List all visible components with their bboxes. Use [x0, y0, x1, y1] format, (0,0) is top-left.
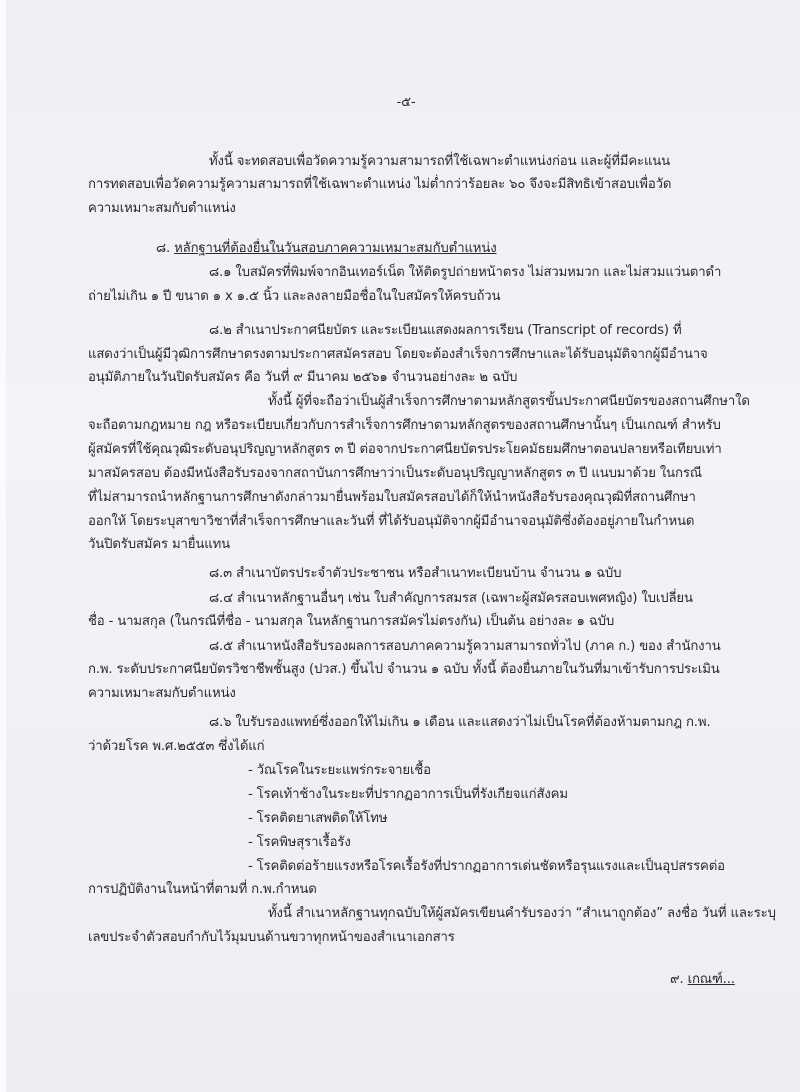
intro-line-3: ความเหมาะสมกับตำแหน่ง: [88, 201, 236, 216]
disease-item: - โรคพิษสุราเรื้อรัง: [248, 835, 351, 850]
item-8-1-line-2: ถ่ายไม่เกิน ๑ ปี ขนาด ๑ x ๑.๕ นิ้ว และลงลายมือชื่อในใบสมัครให้ครบถ้วน: [88, 289, 501, 304]
item-8-5-line-3: ความเหมาะสมกับตำแหน่ง: [88, 686, 236, 701]
closing-line-1: ทั้งนี้ สำเนาหลักฐานทุกฉบับให้ผู้สมัครเขียนคำรับรองว่า “สำเนาถูกต้อง” ลงชื่อ วันที่ และระบุ: [268, 906, 776, 921]
section-8-number: ๘.: [156, 241, 171, 256]
section-8-heading: [156, 236, 497, 262]
disease-item: - โรคติดยาเสพติดให้โทษ: [248, 811, 388, 826]
item-8-5-line-2: ก.พ. ระดับประกาศนียบัตรวิชาชีพชั้นสูง (ปวส.) ขึ้นไป จำนวน ๑ ฉบับ ทั้งนี้ ต้องยื่นภายในวันที่มาเข้ารับการประเมิน: [88, 662, 720, 677]
note-line-1: ทั้งนี้ ผู้ที่จะถือว่าเป็นผู้สำเร็จการศึกษาตามหลักสูตรขั้นประกาศนียบัตรของสถานศึกษาใด: [268, 394, 750, 409]
continuation-marker: [670, 967, 735, 993]
disease-item: - โรคติดต่อร้ายแรงหรือโรคเรื้อรังที่ปรากฏอาการเด่นชัดหรือรุนแรงและเป็นอุปสรรคต่อ: [248, 859, 725, 874]
note-line-5: ที่ไม่สามารถนำหลักฐานการศึกษาดังกล่าวมายื่นพร้อมใบสมัครสอบได้ก็ให้นำหนังสือรับรองคุณวุฒิที่สถานศึกษา: [88, 490, 696, 505]
note-line-2: จะถือตามกฎหมาย กฎ หรือระเบียบเกี่ยวกับการสำเร็จการศึกษาตามหลักสูตรของสถานศึกษานั้นๆ เป็นเกณฑ์ สำหรับ: [88, 418, 721, 433]
item-8-2-line-3: อนุมัติภายในวันปิดรับสมัคร คือ วันที่ ๙ มีนาคม ๒๕๖๑ จำนวนอย่างละ ๒ ฉบับ: [88, 370, 518, 385]
item-8-5-line-1: ๘.๕ สำเนาหนังสือรับรองผลการสอบภาคความรู้ความสามารถทั่วไป (ภาค ก.) ของ สำนักงาน: [209, 639, 721, 654]
note-line-6: ออกให้ โดยระบุสาขาวิชาที่สำเร็จการศึกษาและวันที่ ที่ได้รับอนุมัติจากผู้มีอำนาจอนุมัติซึ่งต้องอยู่ภายในกำหนด: [88, 514, 695, 529]
intro-line-2: การทดสอบเพื่อวัดความรู้ความสามารถที่ใช้เฉพาะตำแหน่ง ไม่ต่ำกว่าร้อยละ ๖๐ จึงจะมีสิทธิเข้าสอบเพื่อวัด: [88, 177, 672, 192]
item-8-2-line-1: ๘.๒ สำเนาประกาศนียบัตร และระเบียนแสดงผลการเรียน (Transcript of records) ที่: [209, 323, 682, 338]
page-number: -๕-: [396, 95, 416, 110]
note-line-3: ผู้สมัครที่ใช้คุณวุฒิระดับอนุปริญญาหลักสูตร ๓ ปี ต่อจากประกาศนียบัตรประโยคมัธยมศึกษาตอนปลายหรือเทียบเท่า: [88, 442, 722, 457]
continuation-number: ๙.: [670, 972, 684, 987]
intro-line-1: ทั้งนี้ จะทดสอบเพื่อวัดความรู้ความสามารถที่ใช้เฉพาะตำแหน่งก่อน และผู้ที่มีคะแนน: [209, 154, 671, 169]
disease-item-continued: การปฏิบัติงานในหน้าที่ตามที่ ก.พ.กำหนด: [88, 882, 317, 897]
disease-item: - วัณโรคในระยะแพร่กระจายเชื้อ: [248, 763, 431, 778]
item-8-4-line-2: ชื่อ - นามสกุล (ในกรณีที่ชื่อ - นามสกุล ในหลักฐานการสมัครไม่ตรงกัน) เป็นต้น อย่างละ ๑ ฉบับ: [88, 614, 615, 629]
continuation-text: เกณฑ์...: [687, 972, 735, 987]
item-8-4-line-1: ๘.๔ สำเนาหลักฐานอื่นๆ เช่น ใบสำคัญการสมรส (เฉพาะผู้สมัครสอบเพศหญิง) ใบเปลี่ยน: [209, 591, 693, 606]
note-line-4: มาสมัครสอบ ต้องมีหนังสือรับรองจากสถาบันการศึกษาว่าเป็นระดับอนุปริญญาหลักสูตร ๓ ปี แนบมาด้วย ในกรณี: [88, 466, 702, 481]
closing-line-2: เลขประจำตัวสอบกำกับไว้มุมบนด้านขวาทุกหน้าของสำเนาเอกสาร: [88, 930, 455, 945]
item-8-3-line-1: ๘.๓ สำเนาบัตรประจำตัวประชาชน หรือสำเนาทะเบียนบ้าน จำนวน ๑ ฉบับ: [209, 566, 622, 581]
note-line-7: วันปิดรับสมัคร มายื่นแทน: [88, 537, 230, 552]
item-8-6-line-2: ว่าด้วยโรค พ.ศ.๒๕๕๓ ซึ่งได้แก่: [88, 739, 265, 754]
item-8-6-line-1: ๘.๖ ใบรับรองแพทย์ซึ่งออกให้ไม่เกิน ๑ เดือน และแสดงว่าไม่เป็นโรคที่ต้องห้ามตามกฎ ก.พ.: [209, 715, 711, 730]
disease-item: - โรคเท้าช้างในระยะที่ปรากฏอาการเป็นที่รังเกียจแก่สังคม: [248, 787, 568, 802]
section-8-title: หลักฐานที่ต้องยื่นในวันสอบภาคความเหมาะสมกับตำแหน่ง: [174, 241, 497, 256]
item-8-2-line-2: แสดงว่าเป็นผู้มีวุฒิการศึกษาตรงตามประกาศสมัครสอบ โดยจะต้องสำเร็จการศึกษาและได้รับอนุมัติจากผู้มีอำนาจ: [88, 347, 708, 362]
item-8-1-line-1: ๘.๑ ใบสมัครที่พิมพ์จากอินเทอร์เน็ต ให้ติดรูปถ่ายหน้าตรง ไม่สวมหมวก และไม่สวมแว่นตาดำ: [209, 265, 722, 280]
